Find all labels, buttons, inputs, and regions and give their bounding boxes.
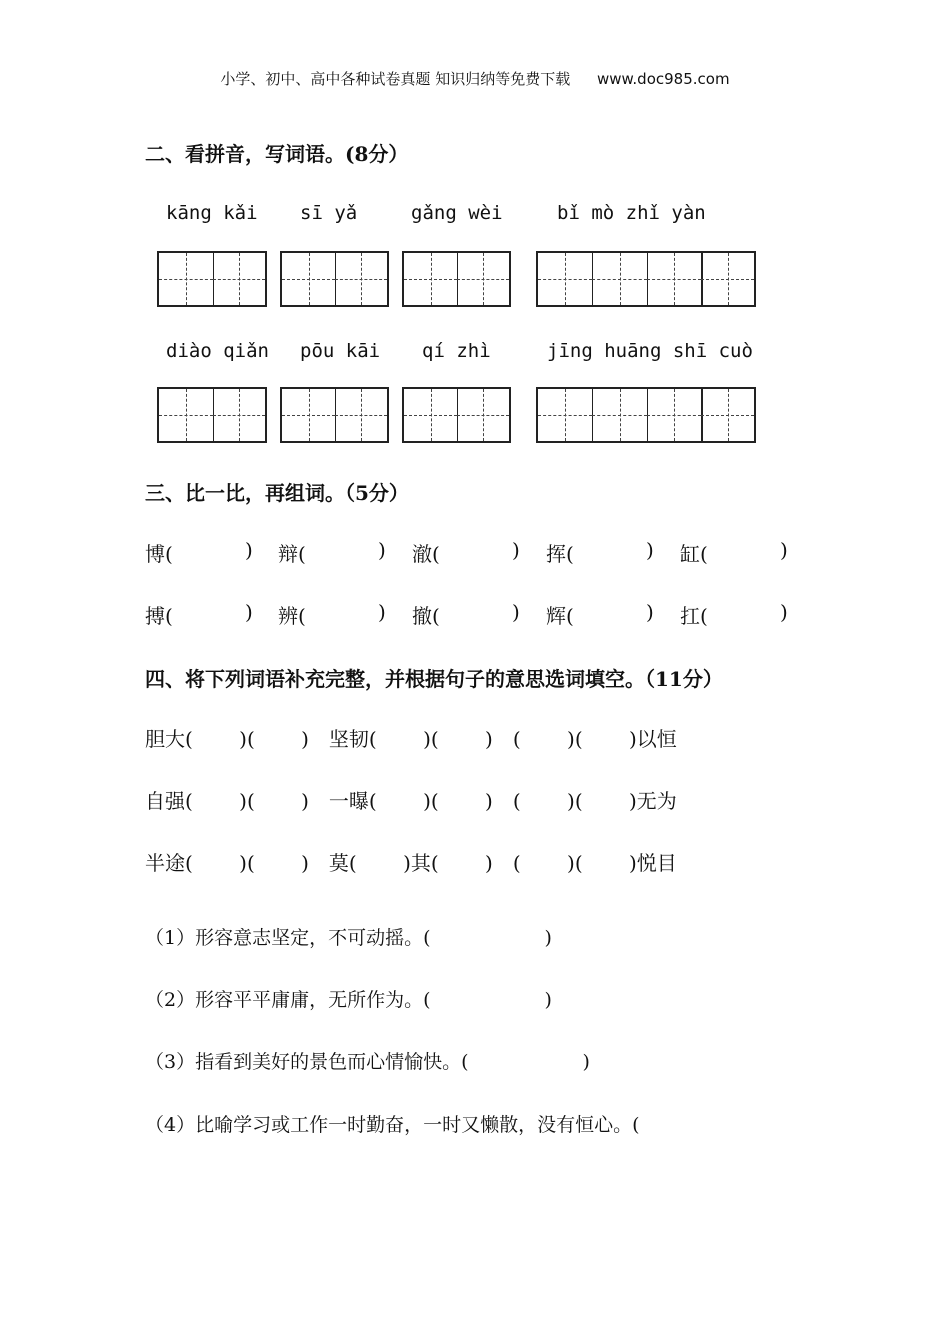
compare-char: 挥(: [546, 542, 574, 566]
compare-char: 缸(: [680, 542, 708, 566]
close-paren: ): [245, 600, 253, 624]
close-paren: ): [512, 538, 520, 562]
compare-item[interactable]: [278, 538, 386, 567]
writing-grid[interactable]: [280, 387, 389, 443]
section2-title: 二、看拼音，写词语。(8分）: [145, 142, 409, 166]
idiom-row[interactable]: 自强( )( ) 一曝( )( ) ( )( )无为: [145, 789, 677, 813]
close-paren: ): [780, 600, 788, 624]
compare-char: 扛(: [680, 604, 708, 628]
fill-question[interactable]: （2）形容平平庸庸，无所作为。( ): [145, 989, 552, 1011]
close-paren: ): [245, 538, 253, 562]
compare-char: 博(: [145, 542, 173, 566]
pinyin-label: pōu kāi: [300, 340, 381, 362]
pinyin-label: qí zhì: [422, 340, 491, 362]
compare-item[interactable]: [546, 600, 654, 629]
close-paren: ): [512, 600, 520, 624]
compare-item[interactable]: [278, 600, 386, 629]
compare-item[interactable]: [412, 600, 520, 629]
compare-item[interactable]: [680, 600, 788, 629]
close-paren: ): [646, 600, 654, 624]
compare-char: 澈(: [412, 542, 440, 566]
writing-grid[interactable]: [157, 387, 267, 443]
idiom-row[interactable]: 胆大( )( ) 坚韧( )( ) ( )( )以恒: [145, 727, 677, 751]
section3-title: 三、比一比，再组词。（5分）: [145, 481, 409, 505]
compare-item[interactable]: [145, 538, 253, 567]
writing-grid[interactable]: [402, 387, 511, 443]
writing-grid[interactable]: [402, 251, 511, 307]
pinyin-label: bǐ mò zhǐ yàn: [557, 202, 706, 224]
idiom-row[interactable]: 半途( )( ) 莫( )其( ) ( )( )悦目: [145, 851, 677, 875]
compare-char: 辨(: [278, 604, 306, 628]
compare-char: 辩(: [278, 542, 306, 566]
writing-grid[interactable]: [157, 251, 267, 307]
pinyin-label: sī yǎ: [300, 202, 358, 224]
section4-title: 四、将下列词语补充完整，并根据句子的意思选词填空。（11分）: [145, 667, 723, 691]
writing-grid[interactable]: [536, 387, 756, 443]
compare-char: 搏(: [145, 604, 173, 628]
writing-grid[interactable]: [280, 251, 389, 307]
fill-question[interactable]: （1）形容意志坚定，不可动摇。( ): [145, 927, 552, 949]
fill-question[interactable]: （3）指看到美好的景色而心情愉快。( ): [145, 1051, 590, 1073]
fill-question[interactable]: （4）比喻学习或工作一时勤奋，一时又懒散，没有恒心。(: [145, 1114, 640, 1136]
compare-item[interactable]: [412, 538, 520, 567]
page-header: [0, 68, 950, 89]
writing-grid[interactable]: [536, 251, 756, 307]
compare-item[interactable]: [145, 600, 253, 629]
pinyin-label: diào qiǎn: [166, 340, 269, 362]
close-paren: ): [780, 538, 788, 562]
pinyin-label: jīng huāng shī cuò: [547, 340, 753, 362]
header-text: 小学、初中、高中各种试卷真题 知识归纳等免费下载: [220, 70, 571, 88]
compare-char: 辉(: [546, 604, 574, 628]
header-url[interactable]: www.doc985.com: [596, 70, 730, 88]
close-paren: ): [378, 538, 386, 562]
compare-item[interactable]: [680, 538, 788, 567]
close-paren: ): [646, 538, 654, 562]
compare-item[interactable]: [546, 538, 654, 567]
compare-char: 撤(: [412, 604, 440, 628]
close-paren: ): [378, 600, 386, 624]
pinyin-label: kāng kǎi: [166, 202, 258, 224]
pinyin-label: gǎng wèi: [411, 202, 503, 224]
